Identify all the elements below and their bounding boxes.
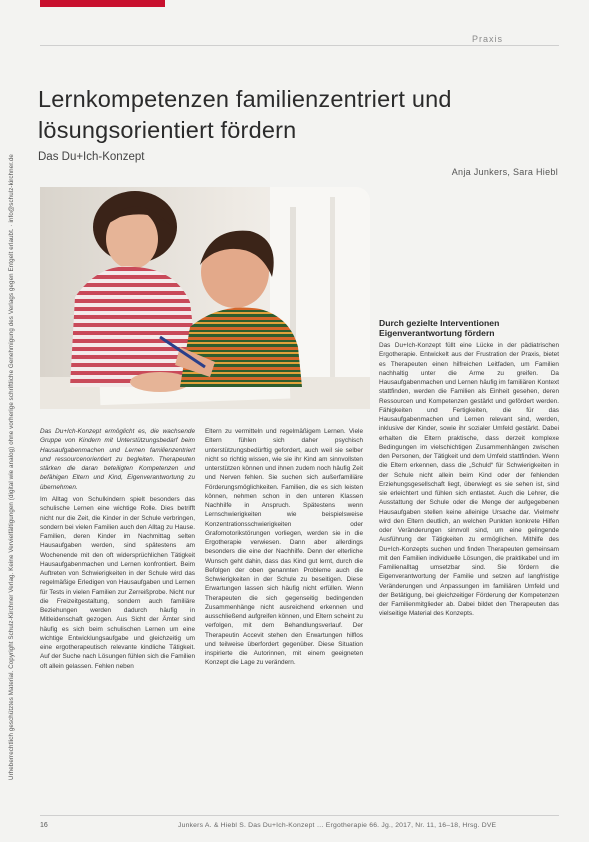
lead-paragraph: Das Du+Ich-Konzept ermöglicht es, die wachsende Gruppe von Kindern mit Unterstützungsbedarf beim Hausaufgabenmachen und Lernen familienzentriert und ressourcenorientiert zu begleiten. Therapeuten stärken die daran beteiligten Kompetenzen und befähigen Eltern und Kind, Eigenverantwortung zu übernehmen. [40, 428, 195, 491]
column-1-text: Im Alltag von Schulkindern spielt besonders das schulische Lernen eine wichtige Rolle. Dies betrifft nicht nur die Zeit, die Kinder in der Schule verbringen, sondern bei vielen Familien auch den Alltag zu Hause. Familien, deren Kinder im Nachmittag selten Hausaufgaben werden, sind spätestens am Wochenende mit den oft widersprüchlichen Tätigkeit Hausaufgabenmachen und Lernen konfrontiert. Beim Auftreten von Schwierigkeiten in der Schule wird das regelmäßige Erledigen von Hausaufgaben und Lernen für Tests in vielen Familien zur Zerreißprobe. Nicht nur die Freizeitgestaltung, sondern auch familiäre Beziehungen werden dadurch häufig in Mitleidenschaft gezogen. Aus Sicht der Ämter sind häufig es sich beim schulischen Lernen um eine wichtige Entwicklungsaufgabe und gleichzeitig um eine ergotherapeutisch relevante kindliche Tätigkeit. Auf der Suche nach Lösungen fühlen sich die Familien oft allein gelassen. Fehlen neben [40, 496, 195, 670]
column-2-text: Eltern zu vermitteln und regelmäßigem Lernen. Viele Eltern fühlen sich daher psychisch unterstützungsbedürftig gefordert, auch weil sie selber nicht so richtig wissen, wie sie ihr Kind am sinnvollsten unterstützen können und ihnen zudem noch häufig Zeit und Nerven fehlen. Sie suchen sich außerfamiliäre Förderungsmöglichkeiten. Familien, die es sich leisten können, nehmen schon in den unteren Klassen Nachhilfe in Anspruch. Spätestens wenn Lernschwierigkeiten wie beispielsweise Konzentrationsschwierigkeiten oder Grafomotorikstörungen vorliegen, werden sie in die Ergotherapie verwiesen. Dann aber allerdings besonders die eine der Nachhilfe. Denn der elterliche Wunsch geht dahin, dass das Kind gut lernt, durch die Befolgen der oben genannten Probleme auch die Schwierigkeiten in der Schule zu beseitigen. Diese Erwartungen lassen sich häufig nicht erfüllen. Wenn Therapeuten die sich gegenseitig bedingenden Zusammenhänge nicht ausreichend erkennen und ausschließend aufgreifen können, und Eltern scheint zu verfolgen, mit dem Behandlungsverlauf. Der Therapeutin Accevit stehen den Erwartungen hilflos und teilweise überfordert gegenüber. Diese Situation inspirierte die Autorinnen, mit einem geeigneten Konzept die Lage zu verändern. [205, 428, 363, 667]
article-photo [40, 187, 370, 409]
mother-child-photo [40, 187, 370, 409]
footer-rule [40, 815, 559, 816]
column-1 [40, 495, 195, 671]
copyright-text: Urheberrechtlich geschütztes Material. Copyright Schulz-Kirchner Verlag. Keine Vervielfältigungen (digital wie analog) ohne vorherige schriftliche Genehmigung des Verlags gegen Entgelt erlaubt. · info@schulz-kirchner.de [8, 154, 15, 780]
header-rule [40, 45, 559, 46]
column-3-text: Das Du+Ich-Konzept füllt eine Lücke in der pädiatrischen Ergotherapie. Entwickelt aus der Frustration der Praxis, bietet es Therapeuten einen hilfreichen Leitfaden, um Familien nachhaltig unter die Arme zu greifen. Da Hausaufgabenmachen und Lernen häufig im familiären Kontext stattfinden, werden die Familien als Einheit gesehen, deren Ressourcen und Kompetenzen gestärkt und gefördert werden. Fähigkeiten und Fertigkeiten, die für das Hausaufgabenmachen und Lernen relevant sind, werden, inklusive der Kinder, sowie ihr sozialer Umfeld gestärkt. Dabei erhalten die Eltern praktische, dass derzeit komplexe Bedingungen im vielschichtigen Zusammenhängen zwischen den Personen, der Tätigkeit und dem Umfeld stattfinden. Wenn die Eltern erkennen, dass die „Schuld“ für Schwierigkeiten in der Schule nicht allein beim Kind oder der fehlenden Erziehungsgesellschaft liegt, überwiegt es sie sehen ist, sind sie erleichtert und fühlen sich entlastet. Auch die Lehrer, die Ausstattung der Schule oder die Menge der aufgegebenen Hausaufgaben stellen keine alleinige Ursache dar. Vielmehr wird den Eltern deutlich, an welchen Punkten konkrete Hilfen oder Veränderungen sinnvoll sind, um eine gelingende Ausführung der Tätigkeiten zu ermöglichen. Mithilfe des Du+Ich-Konzepts suchen und finden Therapeuten gemeinsam mit den Familien individuelle Lösungen, die praktikabel und im Familienalltag umsetzbar sind. Sie fördern die Eigenverantwortung der Familie und setzen auf langfristige Veränderungen und Anpassungen im familiären Umfeld und der Betätigung, bei gleichzeitiger Förderung der Kompetenzen der Familienmitglieder ab. Dabei bildet den Therapeuten das vielseitige Material des Konzepts. [379, 342, 559, 618]
article-lead [40, 427, 195, 492]
copyright-side-note [8, 60, 20, 780]
column-2 [205, 427, 363, 668]
section-heading: Durch gezielte Interventionen Eigenverantwortung fördern [379, 318, 500, 338]
column-3 [379, 318, 559, 619]
accent-bar [40, 0, 165, 7]
article-subtitle: Das Du+Ich-Konzept [38, 151, 145, 163]
section-label: Praxis [472, 34, 504, 44]
article-authors: Anja Junkers, Sara Hiebl [451, 167, 558, 177]
page-number: 16 [40, 822, 48, 829]
article-title: Lernkompetenzen familienzentriert und lösungsorientiert fördern [38, 86, 452, 143]
footer-citation: Junkers A. & Hiebl S. Das Du+Ich-Konzept … Ergotherapie 66. Jg., 2017, Nr. 11, 16–18, Hrsg. DVE [178, 822, 497, 829]
